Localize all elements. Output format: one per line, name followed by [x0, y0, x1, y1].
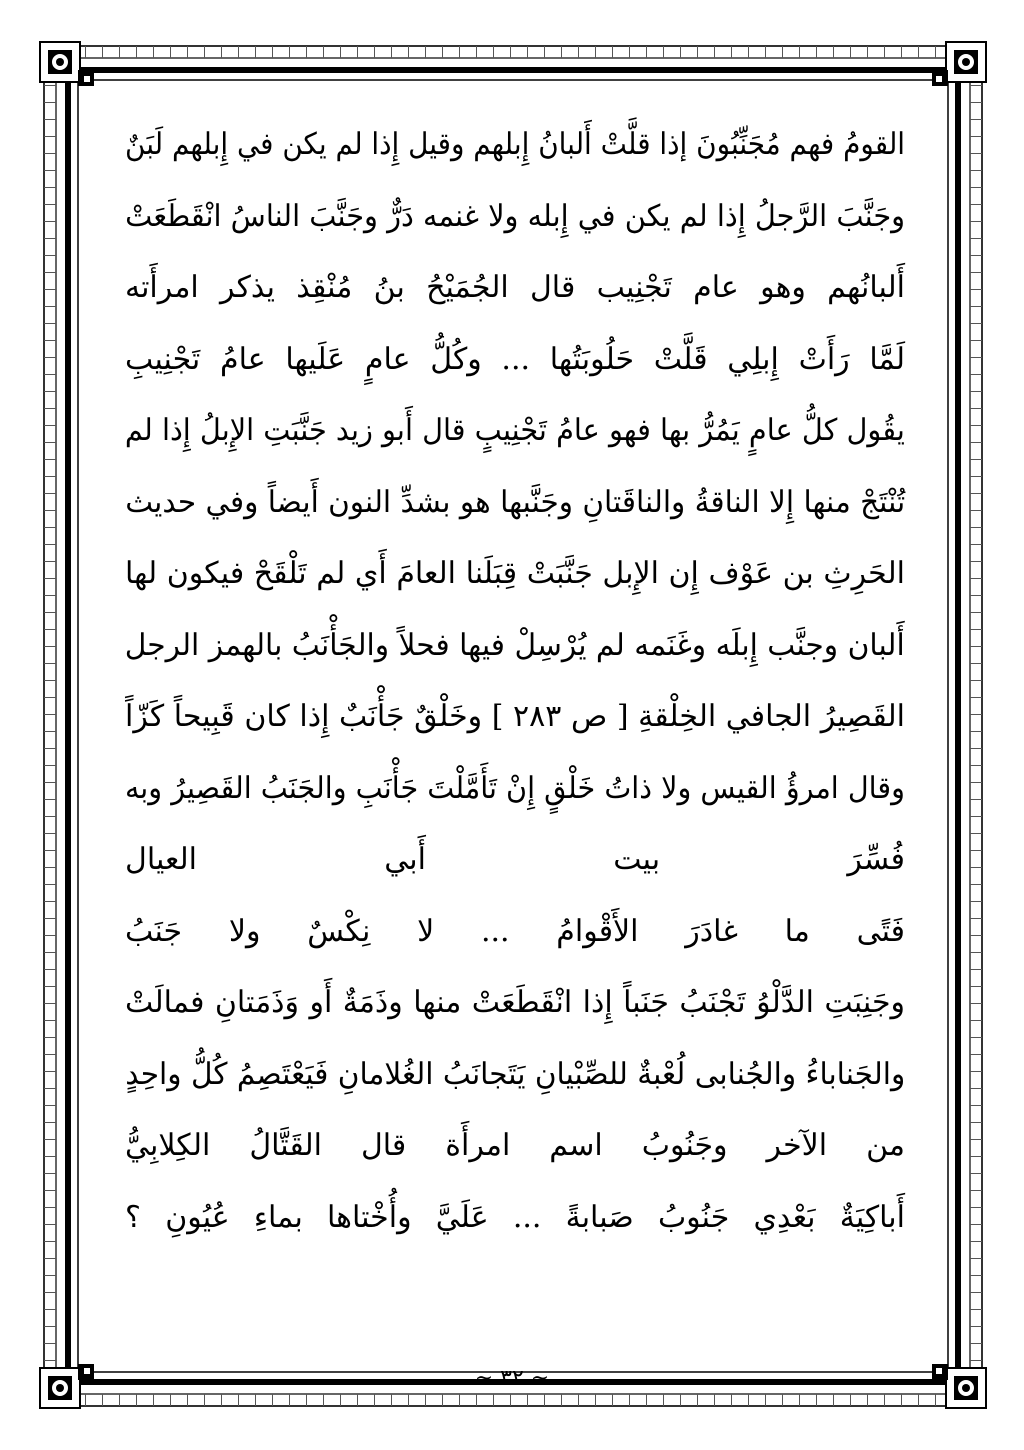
word: أَباكِيَةٌ: [839, 1199, 905, 1235]
word: ؟: [125, 1199, 141, 1235]
text-line: والجَناباءُ والجُنابى لُعْبةٌ للصِّبْيانِ يَتَجانَبُ الغُلامانِ فَيَعْتَصِمُ كُلُّ واحِدٍ: [125, 1056, 905, 1092]
text-line: أَلبانُهم وهو عام تَجْنِيب قال الجُمَيْحُ بنُ مُنْقِذ يذكر امرأَته: [125, 270, 905, 305]
word: عُيُونِ: [165, 1199, 230, 1235]
word: الكِلابِيُّ: [125, 1128, 211, 1163]
text-line: يقُول كلُّ عامٍ يَمُرُّ بها فهو عامُ تَجْنِيبٍ قال أَبو زيد جَنَّبَتِ الإِبلُ إِذا لم: [125, 413, 905, 448]
word: من: [866, 1128, 905, 1163]
word: ...: [512, 1199, 542, 1235]
word: ...: [480, 913, 510, 949]
text-line: وجَنَّبَ الرَّجلُ إِذا لم يكن في إِبله ولا غنمه دَرٌّ وجَنَّبَ الناسُ انْقَطَعَتْ: [125, 198, 905, 234]
word: الآخر: [766, 1128, 828, 1163]
word: قال: [360, 1128, 407, 1163]
text-line: وقال امرؤُ القيس ولا ذاتُ خَلْقٍ إِنْ تَأَمَّلْتَ جَأْنَبِ والجَنَبُ القَصِيرُ وبه: [125, 770, 905, 806]
text-line: تُنْتَجْ منها إِلا الناقةُ والناقَتانِ وجَنَّبها هو بشدِّ النون أَيضاً وفي حديث: [125, 484, 905, 520]
word: وأُخْتاها: [327, 1199, 412, 1235]
text-line: القومُ فهم مُجَنِّبُونَ إذا قلَّتْ أَلبانُ إِبلهم وقيل إِذا لم يكن في إِبلهم لَبَنٌ: [125, 127, 905, 162]
word: القَتَّالُ: [249, 1128, 322, 1163]
word: جَنَبُ: [125, 913, 183, 949]
word: بيت: [613, 842, 661, 877]
text-line: وجَنِبَتِ الدَّلْوُ تَجْنَبُ جَنَباً إِذا انْقَطَعَتْ منها وذَمَةٌ أَو وَذَمَتانِ فمالَتْ: [125, 985, 905, 1020]
word: العيال: [125, 842, 197, 877]
verse-line-spread: [125, 835, 905, 907]
page-body-text: [125, 120, 905, 1264]
word: اسم: [549, 1128, 603, 1163]
word: بماءِ: [253, 1199, 303, 1235]
verse-line-spread: [125, 1193, 905, 1265]
word: بَعْدِي: [753, 1199, 816, 1235]
word: لا: [417, 913, 435, 949]
text-line: لَمَّا رَأَتْ إِبلِي قَلَّتْ حَلُوبَتُها ... وكُلُّ عامٍ عَلَيها عامُ تَجْنِيبِ: [125, 341, 905, 377]
word: جَنُوبُ: [657, 1199, 730, 1235]
word: الأَقْوامُ: [556, 913, 639, 949]
word: عَلَيَّ: [435, 1199, 489, 1235]
word: وجَنُوبُ: [641, 1128, 728, 1163]
word: فَتًى: [856, 913, 905, 949]
word: أَبي: [384, 842, 426, 877]
word: نِكْسٌ: [307, 913, 371, 949]
verse-line-spread: [125, 1121, 905, 1193]
word: ما: [784, 913, 810, 949]
page-number: ~ ٣٢ ~: [474, 1366, 550, 1391]
word: صَبابةً: [565, 1199, 634, 1235]
word: فُسِّرَ: [847, 842, 905, 877]
word: امرأَة: [445, 1128, 511, 1163]
word: غادَرَ: [685, 913, 738, 949]
text-line: الحَرِثِ بن عَوْف إِن الإِبل جَنَّبَتْ قِبَلَنا العامَ أَي لم تَلْقَحْ فيكون لها: [125, 556, 905, 591]
text-line: أَلبان وجنَّب إِبلَه وغَنَمه لم يُرْسِلْ فيها فحلاً والجَأْنَبُ بالهمز الرجل: [125, 627, 905, 663]
verse-line-spread: [125, 907, 905, 979]
text-line: القَصِيرُ الجافي الخِلْقةِ [ ص ٢٨٣ ] وخَلْقٌ جَأْنَبٌ إِذا كان قَبِيحاً كَزّاً: [125, 699, 905, 734]
word: ولا: [228, 913, 261, 949]
